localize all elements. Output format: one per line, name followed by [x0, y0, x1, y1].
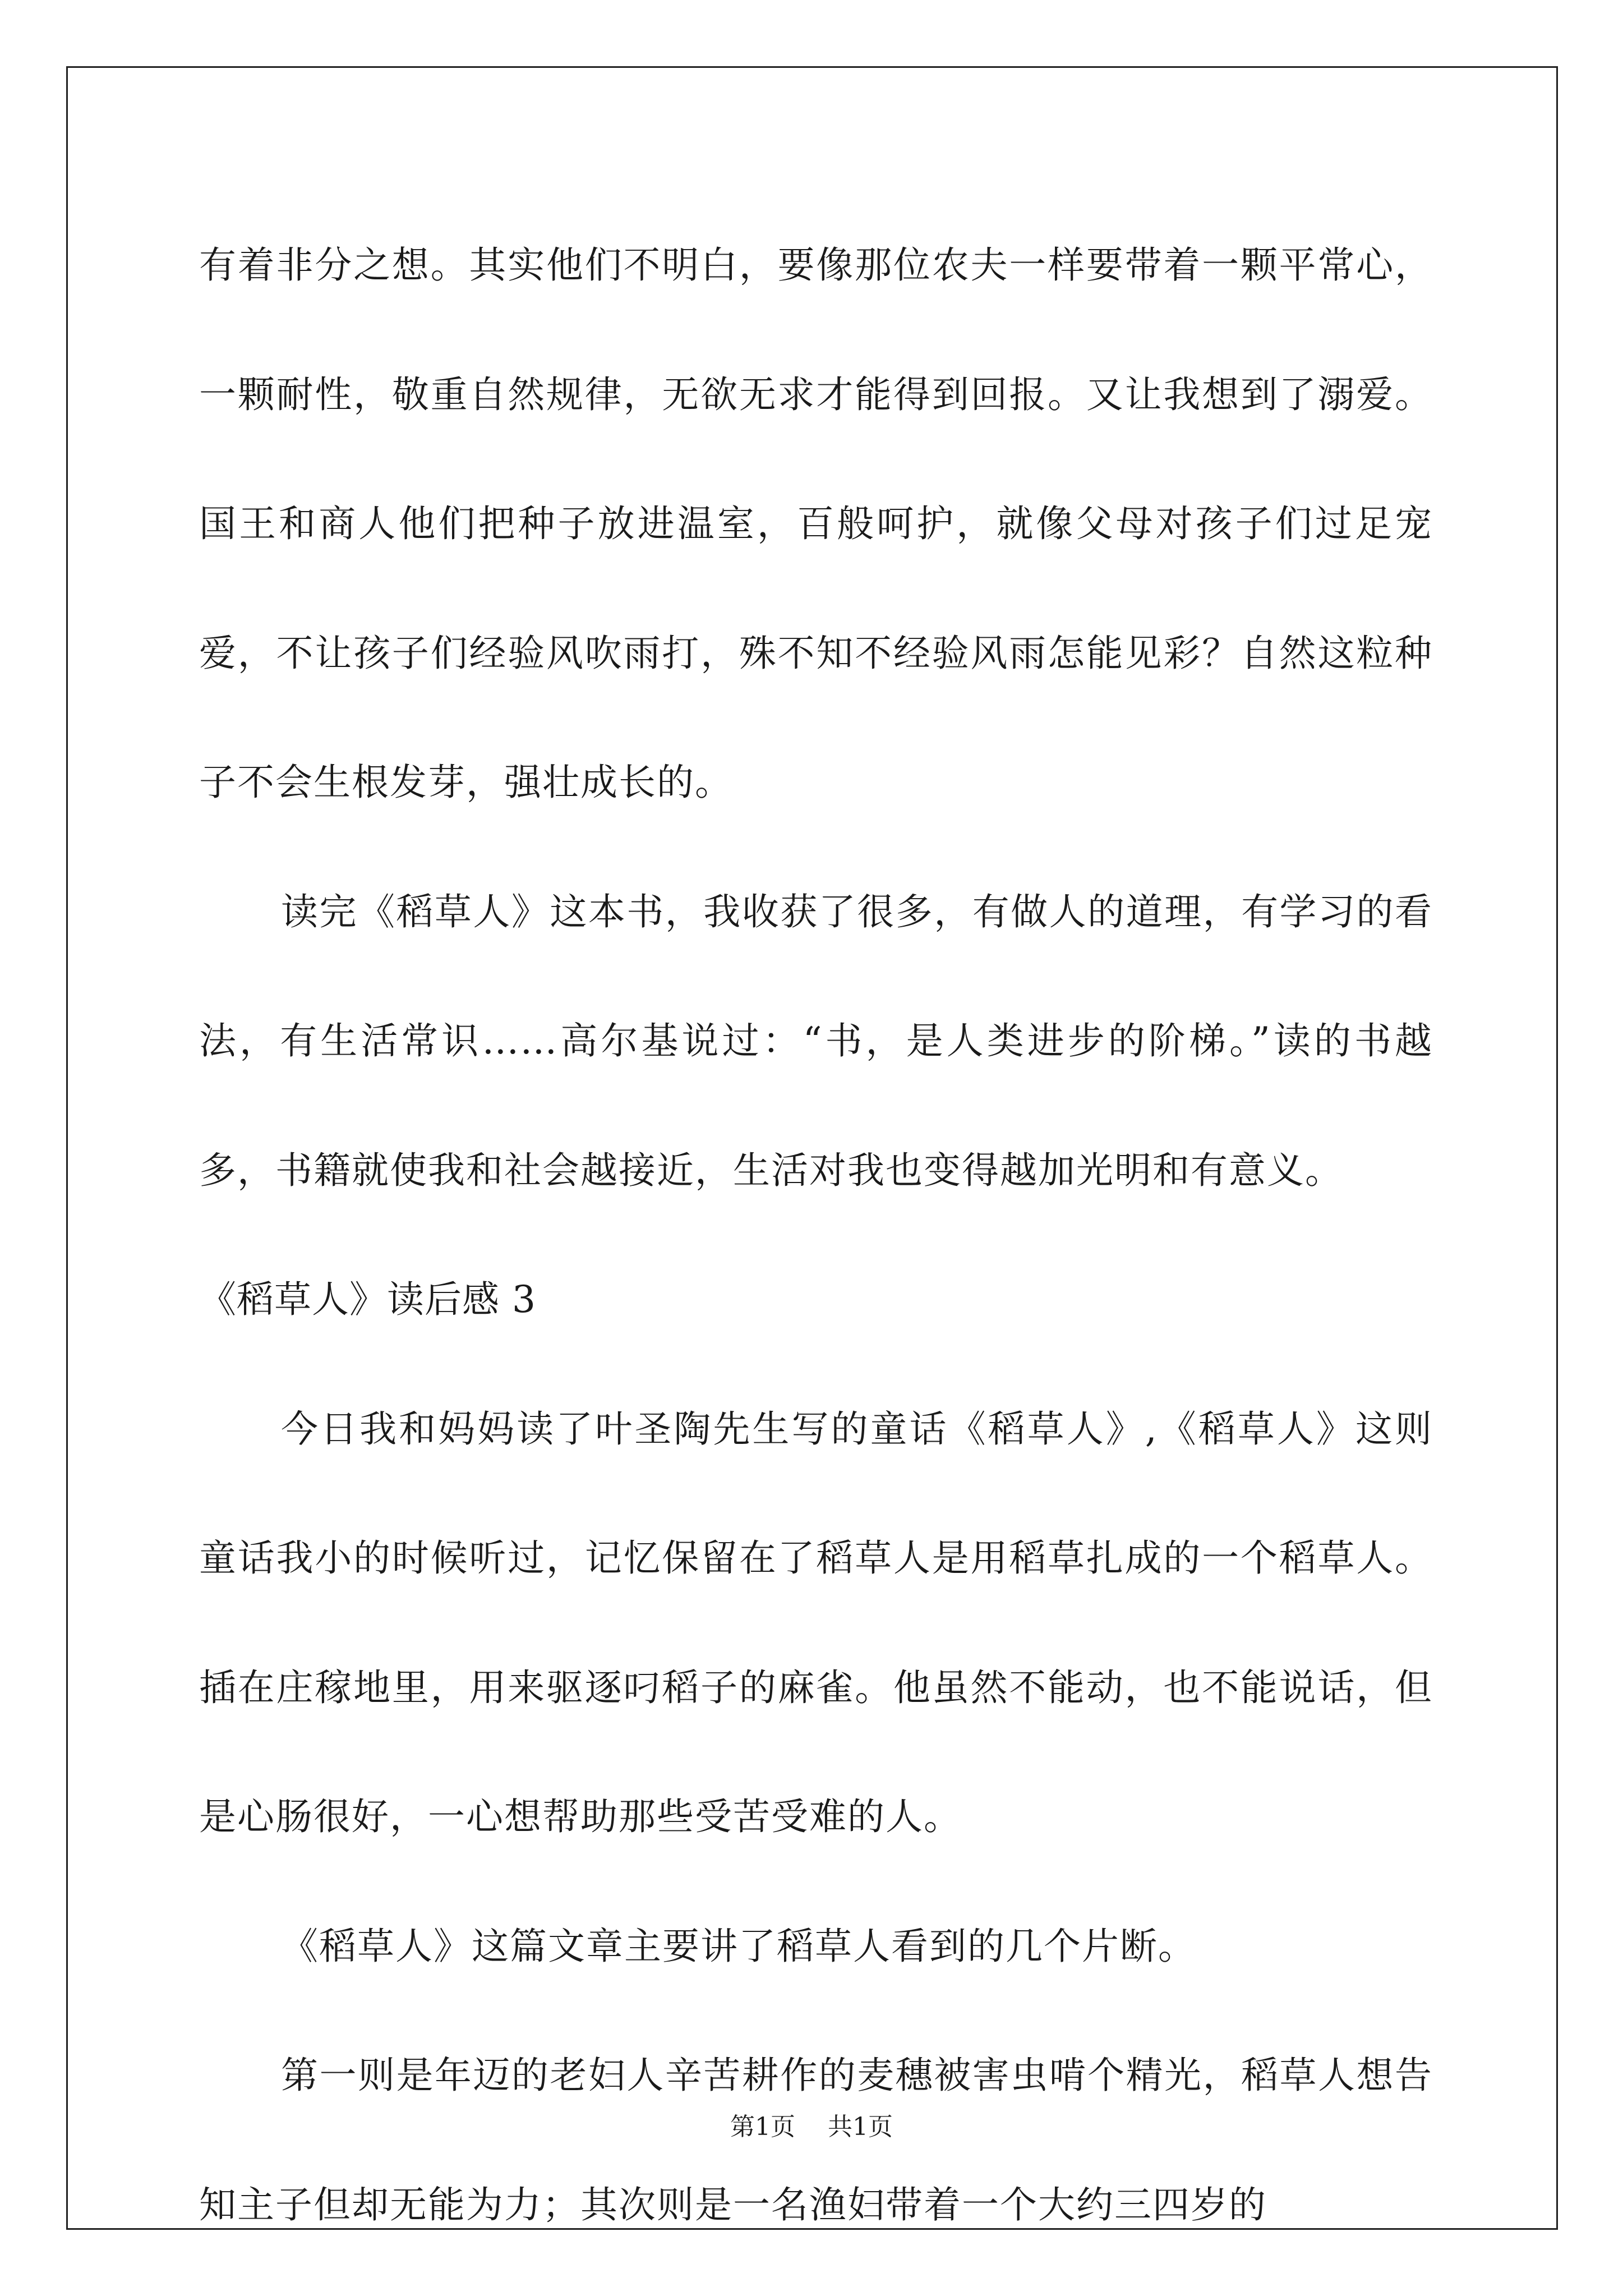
- paragraph-summary: 《稻草人》这篇文章主要讲了稻草人看到的几个片断。: [281, 1924, 1196, 1968]
- page-footer: [0, 2111, 1623, 2143]
- paragraph-intro: 今日我和妈妈读了叶圣陶先生写的童话《稻草人》,《稻草人》这则童话我小的时候听过，记忆保留在了稻草人是用稻草扎成的一个稻草人。插在庄稼地里，用来驱逐叼稻子的麻雀。他虽然不能动，也不能说话，但是心肠很好，一心想帮助那些受苦受难的人。: [199, 1407, 1433, 1838]
- paragraph-reading-reflection: 读完《稻草人》这本书，我收获了很多，有做人的道理，有学习的看法，有生活常识……高尔基说过：“书，是人类进步的阶梯。”读的书越多，书籍就使我和社会越接近，生活对我也变得越加光明和有意义。: [199, 890, 1433, 1192]
- paragraph-continuation: 有着非分之想。其实他们不明白，要像那位农夫一样要带着一颗平常心，一颗耐性，敬重自然规律，无欲无求才能得到回报。又让我想到了溺爱。国王和商人他们把种子放进温室，百般呵护，就像父母对孩子们过足宠爱，不让孩子们经验风吹雨打，殊不知不经验风雨怎能见彩？自然这粒种子不会生根发芽，强壮成长的。: [199, 243, 1433, 804]
- paragraph-first-story: 第一则是年迈的老妇人辛苦耕作的麦穗被害虫啃个精光，稻草人想告知主子但却无能为力；其次则是一名渔妇带着一个大约三四岁的: [199, 2054, 1433, 2226]
- page-number-total: 共1页: [828, 2113, 893, 2141]
- page-number-current: 第1页: [730, 2113, 795, 2141]
- section-heading: 《稻草人》读后感 3: [199, 1278, 536, 1321]
- document-body: [199, 201, 1433, 2270]
